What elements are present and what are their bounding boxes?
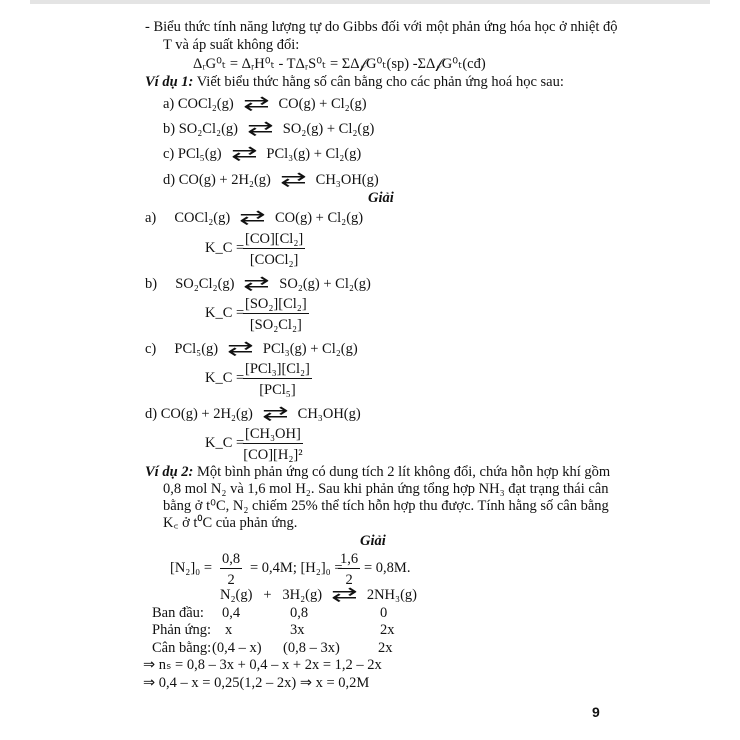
kc-fraction-c: [PCl₃][Cl₂] [PCl₅] — [245, 361, 310, 398]
n2-result: = 0,4M; [H₂]₀ = — [250, 560, 343, 576]
cell: (0,4 – x) — [212, 640, 262, 656]
step-2: ⇒ 0,4 – x = 0,25(1,2 – 2x) ⇒ x = 0,2M — [143, 675, 370, 691]
kc-fraction-d: $\frac{\text{[CH₃OH]}}{\text{[CO][H₂]²}}$ — [243, 426, 303, 463]
solution-title-1: Giải — [368, 190, 394, 206]
page-number: 9 — [592, 704, 600, 720]
intro-line-1: - Biểu thức tính năng lượng tự do Gibbs đối với một phản ứng hóa học ở nhiệt độ — [145, 19, 618, 35]
equilibrium-arrow-icon: ⇄ — [230, 143, 258, 165]
row-label: Ban đầu: — [152, 605, 204, 621]
example-1-heading — [145, 73, 564, 91]
n2-conc-label: [N₂]₀ = — [170, 560, 213, 576]
row-label: Phản ứng: — [152, 622, 212, 638]
cell: 2x — [378, 640, 393, 656]
cell: 3x — [290, 622, 305, 638]
h2-result: = 0,8M. — [364, 560, 411, 576]
equilibrium-arrow-icon: ⇄ — [239, 207, 266, 229]
solution-b-reaction: b) SO₂Cl₂(g) ⇄ SO₂(g) + Cl₂(g) — [145, 273, 371, 295]
kc-label: K_C = — [205, 305, 245, 321]
reaction-b: b) SO₂Cl₂(g) ⇄ SO₂(g) + Cl₂(g) — [163, 118, 375, 140]
example-2-line-2: 0,8 mol N₂ và 1,6 mol H₂. Sau khi phản ứng tổng hợp NH₃ đạt trạng thái cân — [163, 481, 609, 497]
kc-fraction-b: $\frac{\text{[SO₂][Cl₂]}}{\text{[SO₂Cl₂]}}$ — [245, 296, 307, 333]
kc-fraction-a: [CO][Cl₂] [COCl₂] — [245, 231, 304, 268]
n2-fraction: $\frac{0,8}{2}$ — [222, 551, 241, 588]
reaction-c: c) PCl₅(g) ⇄ PCl₃(g) + Cl₂(g) — [163, 143, 362, 165]
cell: 0,8 — [290, 605, 309, 621]
equilibrium-arrow-icon: ⇄ — [246, 118, 274, 140]
intro-line-2: T và áp suất không đổi: — [163, 37, 300, 53]
h2-fraction: $\frac{1,6}{2}$ — [340, 551, 359, 588]
example-2-line-3: bằng ở t⁰C, N₂ chiếm 25% thể tích hỗn hợp thu được. Tính hằng số cân bằng — [163, 498, 609, 514]
example-2-line-1: Ví dụ 2: Một bình phản ứng có dung tích 2 lít không đổi, chứa hỗn hợp khí gồm — [145, 464, 611, 480]
equilibrium-arrow-icon: ⇄ — [261, 403, 289, 425]
reaction-a: a) COCl₂(g) ⇄ CO(g) + Cl₂(g) — [163, 93, 367, 115]
cell: 0 — [380, 605, 388, 621]
equilibrium-arrow-icon: ⇄ — [227, 338, 254, 360]
synthesis-reaction: N₂(g) + 3H₂(g) ⇄ 2NH₃(g) — [220, 584, 417, 606]
cell: 2x — [380, 622, 395, 638]
solution-d-reaction: d) CO(g) + 2H₂(g) ⇄ CH₃OH(g) — [145, 403, 361, 425]
equilibrium-arrow-icon: ⇄ — [279, 169, 307, 191]
gibbs-formula: ΔᵣG⁰ₜ = ΔᵣH⁰ₜ - TΔᵣS⁰ₜ = ΣΔ𝒻G⁰ₜ(sp) -ΣΔ𝒻G⁰ₜ(cđ) — [193, 56, 486, 72]
step-1: ⇒ nₛ = 0,8 – 3x + 0,4 – x + 2x = 1,2 – 2x — [143, 657, 382, 673]
kc-label: K_C = — [205, 435, 245, 451]
cell: x — [225, 622, 233, 638]
kc-label: K_C = — [205, 370, 245, 386]
page-top-edge — [30, 0, 710, 4]
solution-title-2: Giải — [360, 533, 386, 549]
cell: 0,4 — [222, 605, 241, 621]
row-label: Cân bằng: — [152, 640, 212, 656]
example-1-label: Ví dụ 1: — [145, 74, 194, 90]
solution-c-reaction: c) PCl₅(g) ⇄ PCl₃(g) + Cl₂(g) — [145, 338, 358, 360]
equilibrium-arrow-icon: ⇄ — [242, 93, 270, 115]
cell: (0,8 – 3x) — [283, 640, 340, 656]
reaction-d: d) CO(g) + 2H₂(g) ⇄ CH₃OH(g) — [163, 169, 379, 191]
equilibrium-arrow-icon: ⇄ — [331, 584, 358, 606]
example-2-line-4: K꜀ ở t⁰C của phản ứng. — [163, 515, 298, 531]
equilibrium-arrow-icon: ⇄ — [243, 273, 271, 295]
solution-a-reaction: a) COCl₂(g) ⇄ CO(g) + Cl₂(g) — [145, 207, 364, 229]
kc-label: K_C = — [205, 240, 245, 256]
example-1-text: Viết biểu thức hằng số cân bằng cho các phản ứng hoá học sau: — [193, 74, 564, 90]
